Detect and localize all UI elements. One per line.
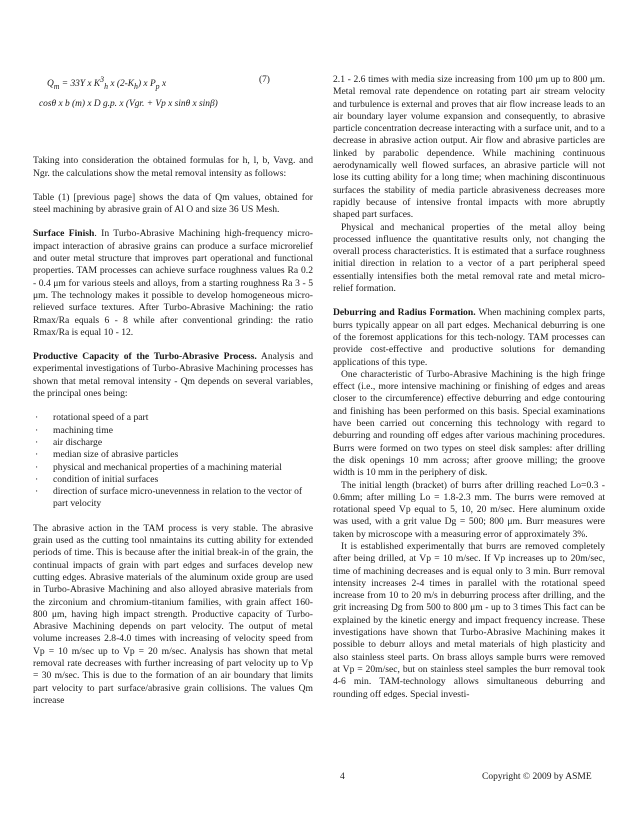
eq-k-sup: 3 [100, 75, 105, 84]
productive-capacity-text: Analysis and experimental investigations of Turbo-Abrasive Machining processes has shown that metal removal intensity - Qm depends on several variables, the principal ones being: [33, 351, 314, 400]
heading-deburring: Deburring and Radius Formation. [333, 307, 476, 319]
page-number: 4 [340, 772, 345, 782]
paragraph-fringe-effect: One characteristic of Turbo-Abrasive Machining is the high fringe effect (i.e., more intensive machining or finishing of edges and areas closer to the circumference) effective deburring and edge contouring and finishing has been performed on this basis. Special examinations have been carried out concerning this technology with regard to deburring and rounding off edges after various machining procedures. Burrs were formed on two types on steel disk samples: after drilling the disk openings 10 mm across; after groove milling; the groove width is 10 mm in the periphery of disk. [333, 368, 605, 479]
section-productive-capacity [33, 351, 313, 400]
paragraph-abrasive-action: The abrasive action in the TAM process is very stable. The abrasive grain used as the cutting tool nmaintains its cutting ability for extended periods of time. This is because after the initial break-in of the grain, the continual impacts of grain with part edges and surfaces develop new cutting edges. Abrasive materials of the aluminum oxide group are used in Turbo-Abrasive Machining and also alloyed abrasive materials from the zirconium and chromium-titanium families, with grain affect 160-800 μm, having high impact strength. Productive capacity of Turbo-Abrasive Machining depends on part velocity. The output of metal volume increases 2.8-4.0 times with increasing of velocity speed from Vp = 10 m/sec up to Vp = 20 m/sec. Analysis has shown that metal removal rate decreases with further increasing of part velocity up to Vp = 30 m/sec. This is due to the formation of an air boundary that limits part velocity to part surface/abrasive grain collisions. The values Qm increase [33, 522, 313, 706]
eq-q-sub: m [53, 82, 60, 91]
eq-part-1: = 33Y x K [59, 79, 101, 90]
list-item: · rotational speed of a part [33, 412, 313, 424]
deburring-text: When machining complex parts, burrs typically appear on all part edges. Mechanical deburring is one of the foremost applications for this tech-nology. TAM processes can provide cost-effective and productive solutions for demanding applications of this type. [333, 307, 605, 368]
paragraph-calculations: Taking into consideration the obtained formulas for h, l, b, Vavg. and Ngr. the calculations show the metal removal intensity as follows: [33, 155, 313, 179]
list-item: · machining time [33, 425, 313, 437]
eq-part-3: ) x P [137, 79, 156, 90]
eq-q: Q [47, 79, 54, 90]
list-item: · median size of abrasive particles [33, 449, 313, 461]
surface-finish-text: . In Turbo-Abrasive Machining high-frequency micro-impact interaction of abrasive grains can produce a surface microrelief and outer metal structure that improves part operational and functional properties. TAM processes can achieve surface roughness values Ra 0.2 - 0.4 μm for various steels and alloys, from a starting roughness Ra 3 - 5 μm. The technology makes it possible to develop homogeneous micro-relieved surface textures. After Turbo-Abrasive Machining: the ratio Rmax/Ra equals 6 - 8 while after conventional grinding: the ratio Rmax/Ra is equal 10 - 12. [33, 228, 314, 338]
equation-number: (7) [259, 75, 270, 85]
left-column [33, 74, 313, 707]
eq-part-4: x [159, 79, 167, 90]
section-surface-finish [33, 228, 313, 339]
list-item: · air discharge [33, 437, 313, 449]
equation-line-1 [47, 74, 313, 91]
list-item: · condition of initial surfaces [33, 474, 313, 486]
paragraph-experiment: It is established experimentally that burrs are removed completely after being drilled, at Vp = 10 m/sec. If Vp increases up to 20m/sec, time of machining decreases and is equal only to 3 min. Burr removal intensity increases 2-4 times in parallel with the rotational speed increase from 10 to 20 m/s in deburring process after drilling, and the grit increasing Dg from 500 to 800 μm - up to 3 times This fact can be explained by the kinetic energy and impact frequency increase. These investigations have shown that Turbo-Abrasive Machining makes it possible to deburr alloys and metal materials of high plasticity and also stainless steel parts. On brass alloys sample burrs were removed at Vp = 20m/sec, but on stainless steel samples the burr removal took 4-6 min. TAM-technology allows simultaneous deburring and rounding off edges. Special investi- [333, 540, 605, 700]
paragraph-media-size: 2.1 - 2.6 times with media size increasing from 100 μm up to 800 μm. Metal removal rate dependence on rotating part air stream velocity and turbulence is external and proves that air flow increase leads to an air boundary layer volume expansion and consequently, to abrasive particle concentration decrease interacting with a surface unit, and to a decrease in abrasive action output. Air flow and abrasive particles are linked by parabolic dependence. While machining continuous aerodynamically well flowed surfaces, an abrasive particle will not lose its cutting ability for a long time; when machining discontinuous surfaces the stability of media particle abrasiveness decreases more rapidly because of intensive frontal impacts with more abruptly shaped part surfaces. [333, 74, 605, 221]
paragraph-burr-length: The initial length (bracket) of burrs after drilling reached Lo=0.3 - 0.6mm; after milling Lo = 1.8-2.3 mm. The burrs were removed at rotational speed Vp equal to 5, 10, 20 m/sec. Here aluminum oxide was used, with a grit value Dg = 500; 800 μm. Burr measures were taken by microscope with a measuring error of approximately 3%. [333, 479, 605, 540]
section-deburring [333, 307, 605, 368]
eq-part-2: x (2-K [108, 79, 135, 90]
list-item: · direction of surface micro-unevenness in relation to the vector of part velocity [33, 486, 313, 511]
equation-line-2: cosθ x b (m) x D g.p. x (Vgr. + Vp x sinθ x sinβ) [39, 99, 218, 109]
eq-p-sub: p [155, 82, 160, 91]
eq-k-sub: h [104, 82, 108, 91]
parameter-list [33, 412, 313, 510]
heading-surface-finish: Surface Finish [33, 228, 95, 240]
right-column [333, 74, 605, 701]
heading-productive-capacity: Productive Capacity of the Turbo-Abrasive Process. [33, 351, 257, 363]
paragraph-physical-properties: Physical and mechanical properties of the metal alloy being processed influence the quantitative results only, not changing the overall process characteristics. It is estimated that a surface roughness initial direction in relation to a vector of a part peripheral speed essentially intensifies both the metal removal rate and metal micro-relief formation. [333, 221, 605, 295]
list-item: · physical and mechanical properties of a machining material [33, 462, 313, 474]
copyright-notice: Copyright © 2009 by ASME [482, 772, 592, 782]
paragraph-table-ref: Table (1) [previous page] shows the data of Qm values, obtained for steel machining by abrasive grain of Al O and size 36 US Mesh. [33, 191, 313, 216]
eq-k-sub-2: h [134, 82, 138, 91]
